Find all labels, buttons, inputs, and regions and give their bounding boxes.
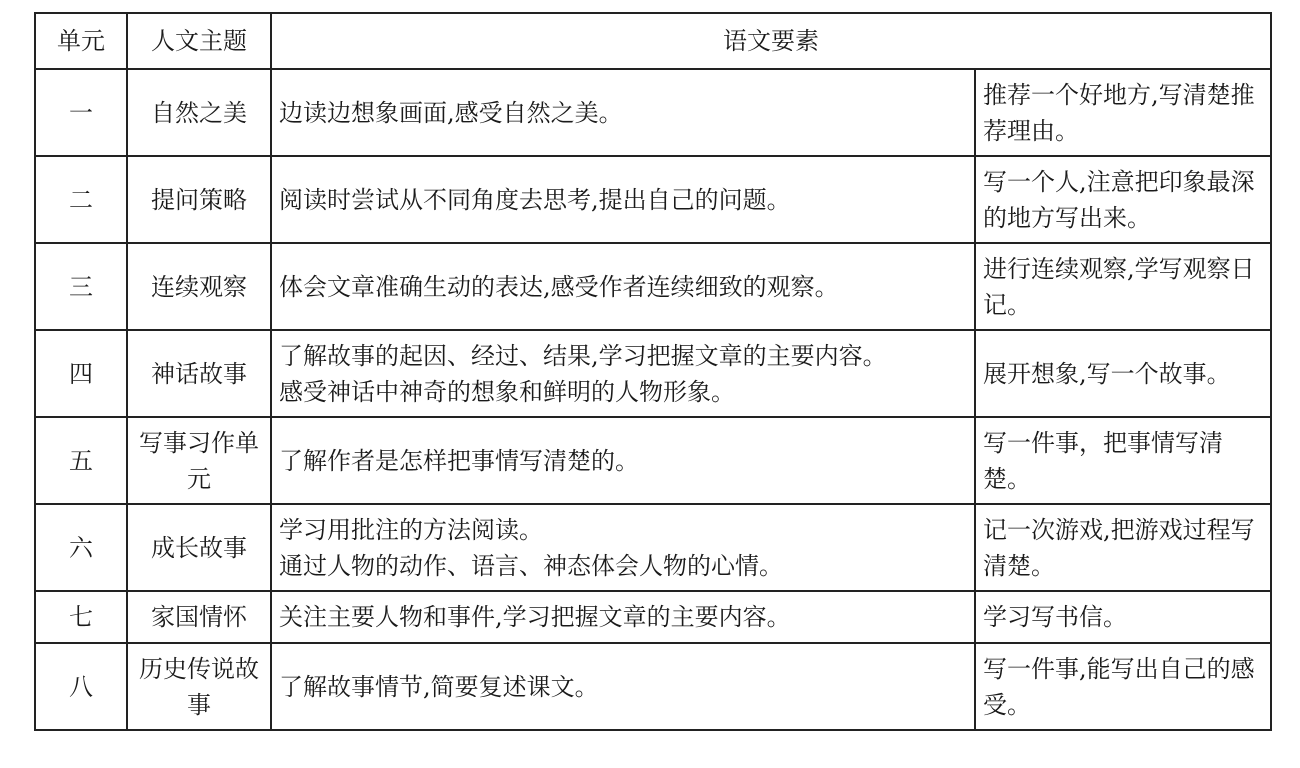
- theme-cell: 写事习作单元: [127, 417, 271, 504]
- unit-overview-table: [34, 12, 1272, 731]
- theme-cell: 家国情怀: [127, 591, 271, 643]
- table-row: [35, 504, 1271, 591]
- table-row: [35, 330, 1271, 417]
- unit-cell: 七: [35, 591, 127, 643]
- table-row: [35, 243, 1271, 330]
- theme-cell: 自然之美: [127, 69, 271, 156]
- theme-cell: 历史传说故事: [127, 643, 271, 730]
- writing-element-cell: 记一次游戏,把游戏过程写清楚。: [975, 504, 1271, 591]
- writing-element-cell: 写一件事,能写出自己的感受。: [975, 643, 1271, 730]
- unit-cell: 一: [35, 69, 127, 156]
- unit-cell: 六: [35, 504, 127, 591]
- table-row: [35, 591, 1271, 643]
- reading-element-cell: 边读边想象画面,感受自然之美。: [271, 69, 975, 156]
- table-row: [35, 643, 1271, 730]
- writing-element-cell: 进行连续观察,学写观察日记。: [975, 243, 1271, 330]
- unit-cell: 二: [35, 156, 127, 243]
- table-row: [35, 417, 1271, 504]
- writing-element-cell: 学习写书信。: [975, 591, 1271, 643]
- unit-cell: 五: [35, 417, 127, 504]
- writing-element-cell: 展开想象,写一个故事。: [975, 330, 1271, 417]
- reading-element-cell: 学习用批注的方法阅读。 通过人物的动作、语言、神态体会人物的心情。: [271, 504, 975, 591]
- reading-element-cell: 了解故事的起因、经过、结果,学习把握文章的主要内容。 感受神话中神奇的想象和鲜明的人物形象。: [271, 330, 975, 417]
- reading-element-cell: 了解故事情节,简要复述课文。: [271, 643, 975, 730]
- header-language-elements: 语文要素: [271, 13, 1271, 69]
- writing-element-cell: 写一个人,注意把印象最深的地方写出来。: [975, 156, 1271, 243]
- unit-cell: 四: [35, 330, 127, 417]
- reading-element-cell: 了解作者是怎样把事情写清楚的。: [271, 417, 975, 504]
- reading-element-cell: 阅读时尝试从不同角度去思考,提出自己的问题。: [271, 156, 975, 243]
- theme-cell: 成长故事: [127, 504, 271, 591]
- theme-cell: 提问策略: [127, 156, 271, 243]
- unit-cell: 三: [35, 243, 127, 330]
- table-header-row: [35, 13, 1271, 69]
- writing-element-cell: 写一件事，把事情写清楚。: [975, 417, 1271, 504]
- header-theme: 人文主题: [127, 13, 271, 69]
- table-row: [35, 69, 1271, 156]
- table-row: [35, 156, 1271, 243]
- reading-element-cell: 体会文章准确生动的表达,感受作者连续细致的观察。: [271, 243, 975, 330]
- theme-cell: 神话故事: [127, 330, 271, 417]
- unit-cell: 八: [35, 643, 127, 730]
- reading-element-cell: 关注主要人物和事件,学习把握文章的主要内容。: [271, 591, 975, 643]
- writing-element-cell: 推荐一个好地方,写清楚推荐理由。: [975, 69, 1271, 156]
- theme-cell: 连续观察: [127, 243, 271, 330]
- header-unit: 单元: [35, 13, 127, 69]
